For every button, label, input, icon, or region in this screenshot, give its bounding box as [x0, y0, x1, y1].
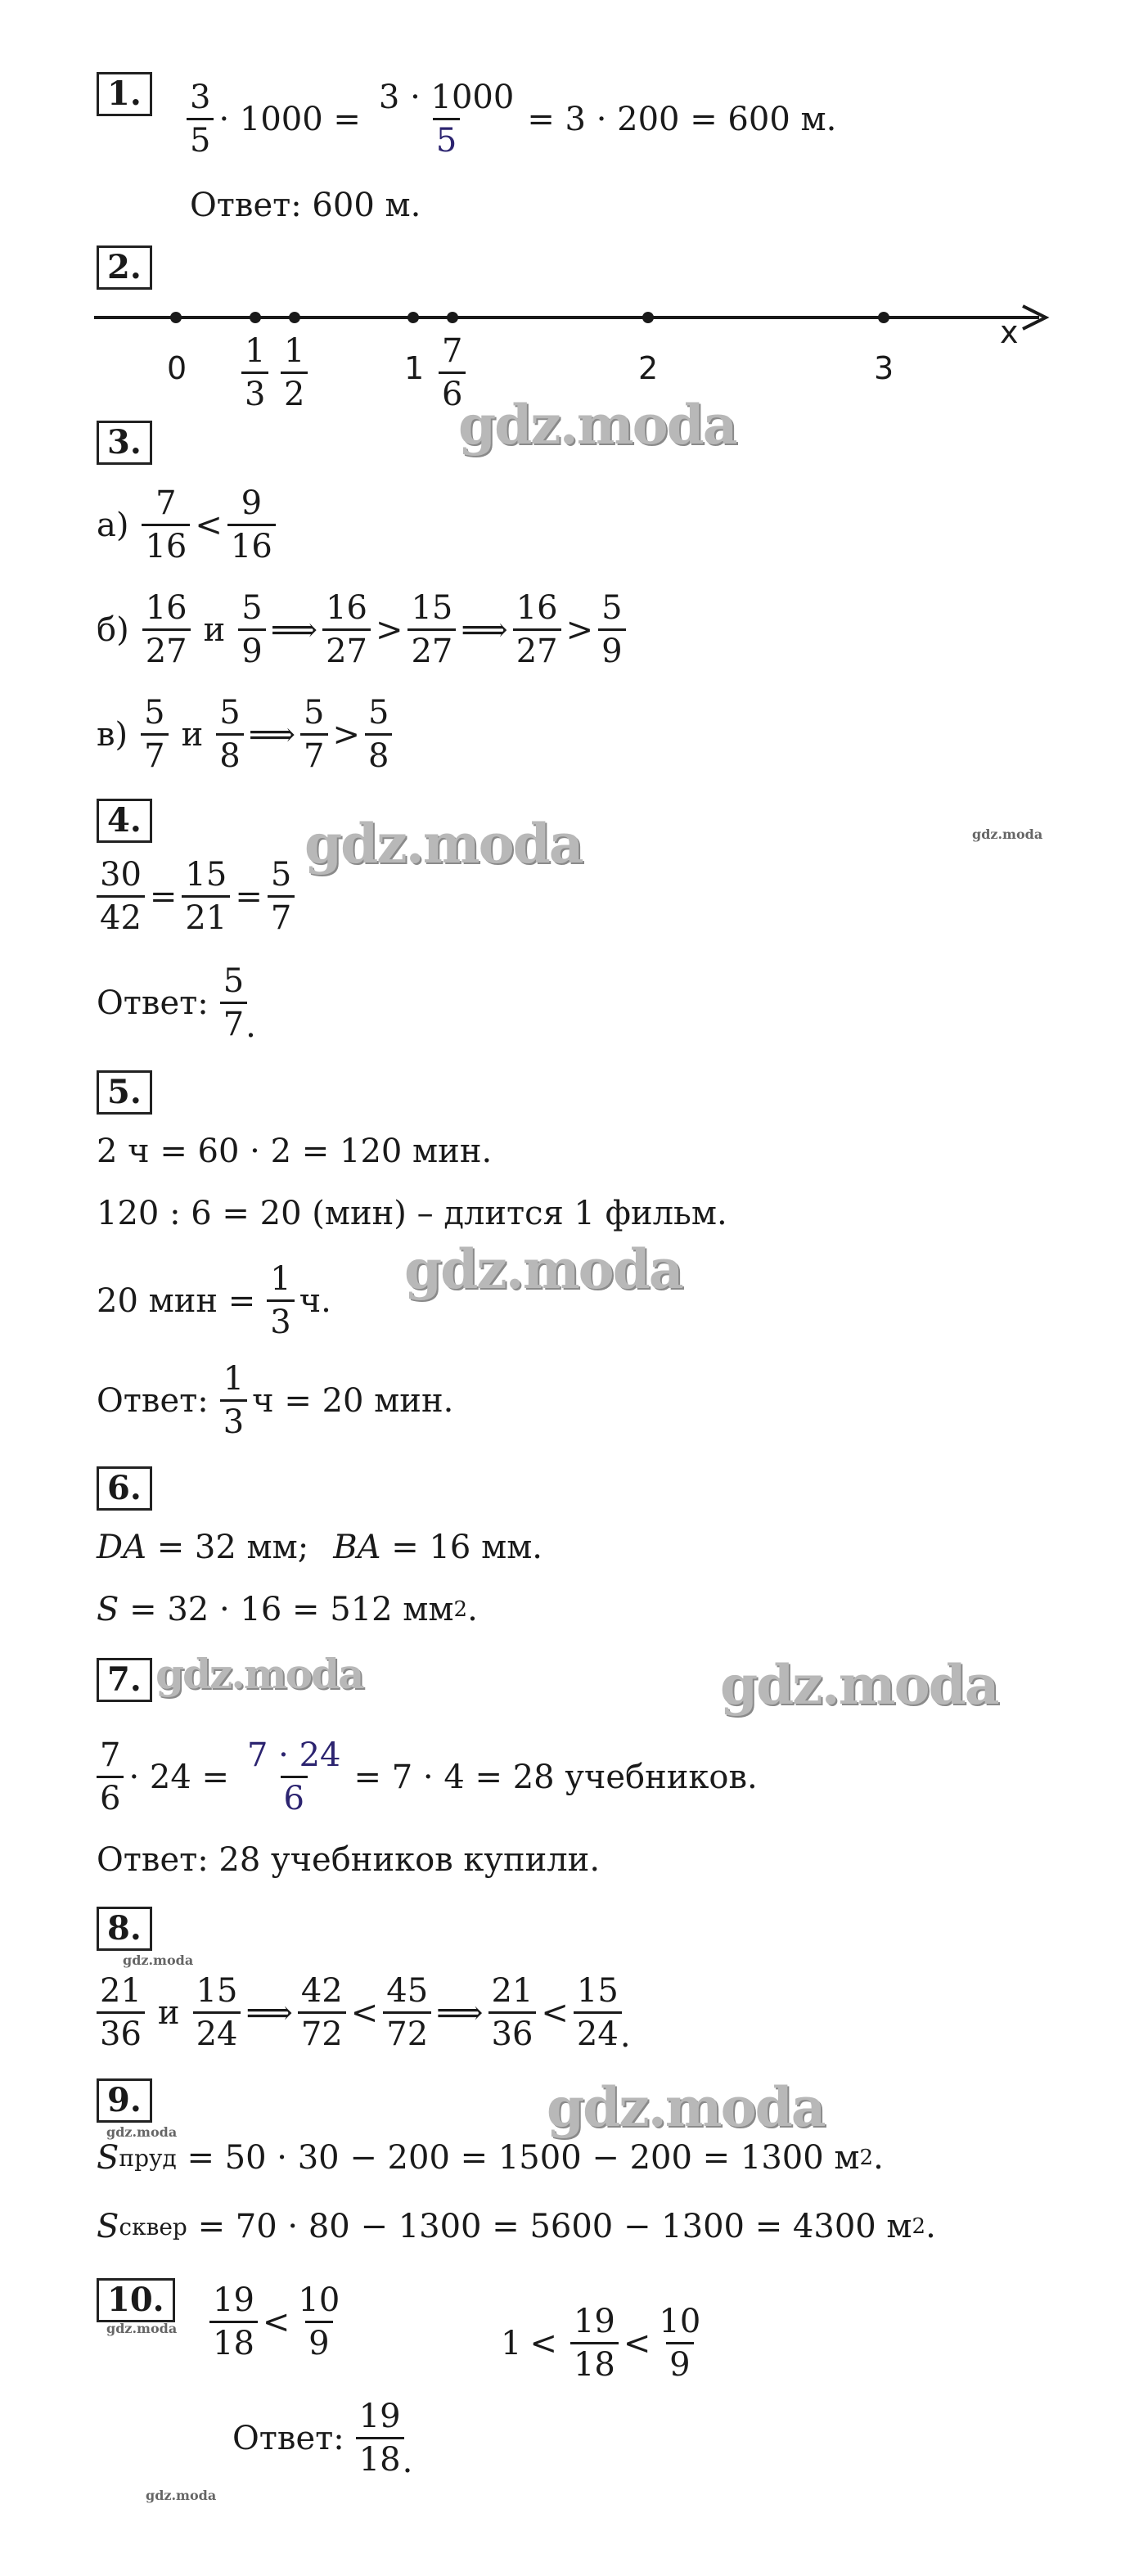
task-10-answer: Ответ: $\frac{19}{18}$ .: [232, 2398, 413, 2480]
task-5-line-1: 2 ч = 60 · 2 = 120 мин.: [97, 1133, 493, 1170]
fraction: $\frac{3}{5}$: [187, 77, 214, 161]
tick-label-2: 2: [638, 350, 659, 386]
task-10-comparison: $\frac{19}{18}$ < $\frac{10}{9}$: [205, 2280, 348, 2364]
task-3c: в) $\frac{5}{7}$ и $\frac{5}{8}$ ⟹ $\frac{5}{7}$ > $\frac{5}{8}$: [97, 692, 397, 777]
watermark: gdz.moda: [155, 1650, 363, 1698]
tick-label-seven-sixths: $\frac{7}{6}$: [434, 331, 470, 415]
task-8-number: 8.: [97, 1907, 152, 1951]
point-3: [878, 312, 889, 323]
task-9-line-2: S сквер = 70 · 80 − 1300 = 5600 − 1300 = 4300 м 2 .: [97, 2208, 936, 2245]
point-0: [170, 312, 182, 323]
task-1-number: 1.: [97, 72, 152, 116]
point-one-third: [250, 312, 261, 323]
axis-variable: x: [1000, 314, 1019, 350]
task-7-number: 7.: [97, 1658, 152, 1702]
watermark: gdz.moda: [547, 2075, 825, 2139]
fraction: $\frac{3 \cdot 1000}{5}$: [378, 79, 515, 160]
number-line: [90, 295, 1056, 344]
task-3a: а) $\frac{7}{16}$ < $\frac{9}{16}$: [97, 483, 281, 567]
task-7-answer: Ответ: 28 учебников купили.: [97, 1841, 601, 1879]
task-4-answer: Ответ: $\frac{5}{7}$ .: [97, 962, 256, 1045]
task-6-line-1: DA = 32 мм; BA = 16 мм.: [97, 1529, 543, 1566]
point-one-half: [289, 312, 300, 323]
task-5-line-3: 20 мин = $\frac{1}{3}$ ч.: [97, 1260, 331, 1341]
task-5-line-2: 120 : 6 = 20 (мин) – длится 1 фильм.: [97, 1195, 727, 1232]
task-4-equation: $\frac{30}{42}$ = $\frac{15}{21}$ = $\frac{5}{7}$: [92, 854, 299, 939]
watermark-small: gdz.moda: [106, 2321, 178, 2336]
point-2: [642, 312, 654, 323]
point-1: [407, 312, 419, 323]
watermark: gdz.moda: [458, 393, 736, 457]
task-8-equation: $\frac{21}{36}$ и $\frac{15}{24}$ ⟹ $\frac{42}{72}$ < $\frac{45}{72}$ ⟹ $\frac{21}{36}$ < $\frac{15}{24}$ .: [92, 1970, 631, 2055]
tick-label-one-half: $\frac{1}{2}$: [276, 331, 313, 415]
task-6-number: 6.: [97, 1466, 152, 1511]
tick-label-one-third: $\frac{1}{3}$: [236, 331, 273, 415]
task-7-equation: $\frac{7}{6}$ · 24 = $\frac{7 \cdot 24}{6}$ = 7 · 4 = 28 учебников.: [92, 1735, 758, 1819]
point-seven-sixths: [447, 312, 458, 323]
task-5-number: 5.: [97, 1070, 152, 1115]
task-3b: б) $\frac{16}{27}$ и $\frac{5}{9}$ ⟹ $\frac{16}{27}$ > $\frac{15}{27}$ ⟹ $\frac{16}{27}$ > $\frac{5}{9}$: [97, 588, 631, 672]
task-1-answer: Ответ: 600 м.: [190, 187, 421, 224]
watermark-small: gdz.moda: [123, 1952, 194, 1968]
watermark-small: gdz.moda: [972, 826, 1043, 842]
watermark-small: gdz.moda: [106, 2124, 178, 2140]
task-10-chain: 1 < $\frac{19}{18}$ < $\frac{10}{9}$: [501, 2303, 701, 2384]
task-9-line-1: S пруд = 50 · 30 − 200 = 1500 − 200 = 1300 м 2 .: [97, 2139, 884, 2177]
watermark-small: gdz.moda: [146, 2488, 217, 2503]
tick-label-3: 3: [874, 350, 894, 386]
task-1-equation: $\frac{3}{5}$ · 1000 = $\frac{3 \cdot 1000}{5}$ = 3 · 200 = 600 м.: [182, 77, 836, 161]
task-3-number: 3.: [97, 421, 152, 465]
task-9-number: 9.: [97, 2078, 152, 2123]
tick-label-0: 0: [167, 350, 187, 386]
task-2-number: 2.: [97, 245, 152, 290]
task-5-answer: Ответ: $\frac{1}{3}$ ч = 20 мин.: [97, 1360, 454, 1441]
task-4-number: 4.: [97, 799, 152, 843]
watermark: gdz.moda: [304, 812, 583, 876]
watermark: gdz.moda: [404, 1237, 682, 1301]
watermark: gdz.moda: [720, 1653, 998, 1717]
tick-label-1: 1: [404, 350, 425, 386]
task-6-line-2: S = 32 · 16 = 512 мм 2 .: [97, 1591, 478, 1628]
task-10-number: 10.: [97, 2278, 175, 2322]
